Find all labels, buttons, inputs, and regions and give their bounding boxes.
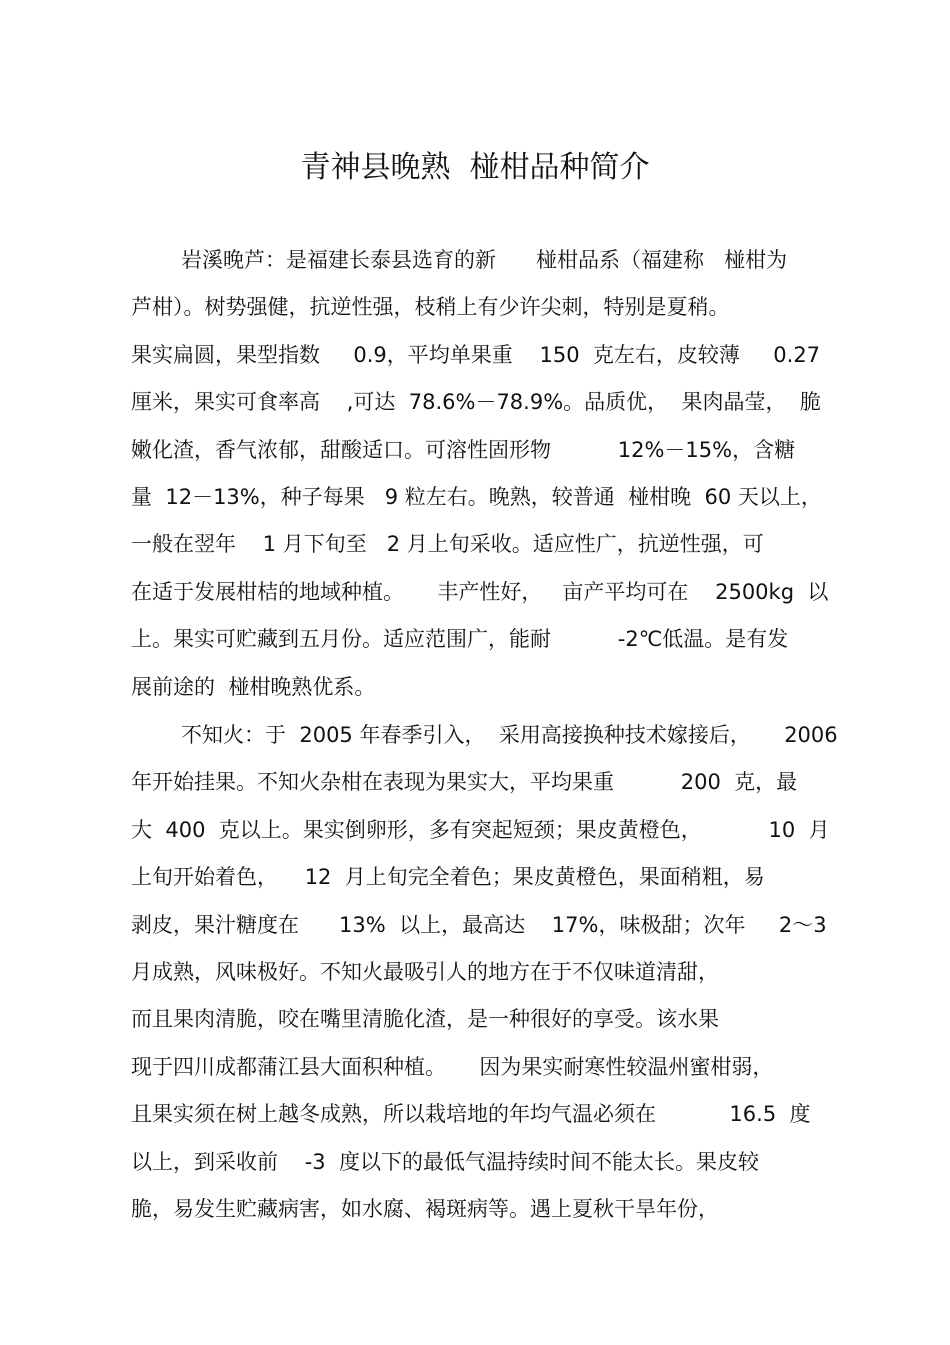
- paragraph-line: 大 400 克以上。果实倒卵形，多有突起短颈；果皮黄橙色， 10 月: [131, 818, 830, 842]
- paragraph-line: 年开始挂果。不知火杂柑在表现为果实大，平均果重 200 克，最: [131, 770, 798, 794]
- paragraph-line: 而且果肉清脆，咬在嘴里清脆化渣，是一种很好的享受。该水果: [131, 1007, 719, 1031]
- paragraph-line: 现于四川成都蒲江县大面积种植。 因为果实耐寒性较温州蜜柑弱，: [131, 1055, 774, 1079]
- paragraph-line: 岩溪晚芦：是福建长泰县选育的新 椪柑品系（福建称 椪柑为: [181, 248, 788, 272]
- paragraph-line: 嫩化渣，香气浓郁，甜酸适口。可溶性固形物 12%－15%，含糖: [131, 438, 796, 462]
- paragraph-line: 厘米，果实可食率高 ,可达 78.6%－78.9%。品质优， 果肉晶莹， 脆: [131, 390, 821, 414]
- paragraph-line: 且果实须在树上越冬成熟，所以栽培地的年均气温必须在 16.5 度: [131, 1102, 811, 1126]
- paragraph-line: 果实扁圆，果型指数 0.9，平均单果重 150 克左右，皮较薄 0.27: [131, 343, 821, 367]
- paragraph-line: 上旬开始着色， 12 月上旬完全着色；果皮黄橙色，果面稍粗，易: [131, 865, 765, 889]
- paragraph-line: 量 12－13%，种子每果 9 粒左右。晚熟，较普通 椪柑晚 60 天以上，: [131, 485, 822, 509]
- paragraph-line: 不知火：于 2005 年春季引入， 采用高接换种技术嫁接后， 2006: [181, 723, 838, 747]
- paragraph-line: 剥皮，果汁糖度在 13% 以上，最高达 17%，味极甜；次年 2～3: [131, 913, 827, 937]
- paragraph-line: 月成熟，风味极好。不知火最吸引人的地方在于不仅味道清甜，: [131, 960, 719, 984]
- paragraph-line: 在适于发展柑桔的地域种植。 丰产性好， 亩产平均可在 2500kg 以: [131, 580, 829, 604]
- paragraph-line: 一般在翌年 1 月下旬至 2 月上旬采收。适应性广，抗逆性强，可: [131, 532, 764, 556]
- paragraph-line: 以上，到采收前 -3 度以下的最低气温持续时间不能太长。果皮较: [131, 1150, 759, 1174]
- document-title: 青神县晚熟 椪柑品种简介: [300, 150, 650, 185]
- paragraph-line: 脆，易发生贮藏病害，如水腐、褐斑病等。遇上夏秋干旱年份，: [131, 1197, 719, 1221]
- paragraph-line: 上。果实可贮藏到五月份。适应范围广，能耐 -2℃低温。是有发: [131, 627, 789, 651]
- paragraph-line: 芦柑）。树势强健，抗逆性强，枝稍上有少许尖刺，特别是夏稍。: [131, 295, 730, 319]
- paragraph-line: 展前途的 椪柑晚熟优系。: [131, 675, 376, 699]
